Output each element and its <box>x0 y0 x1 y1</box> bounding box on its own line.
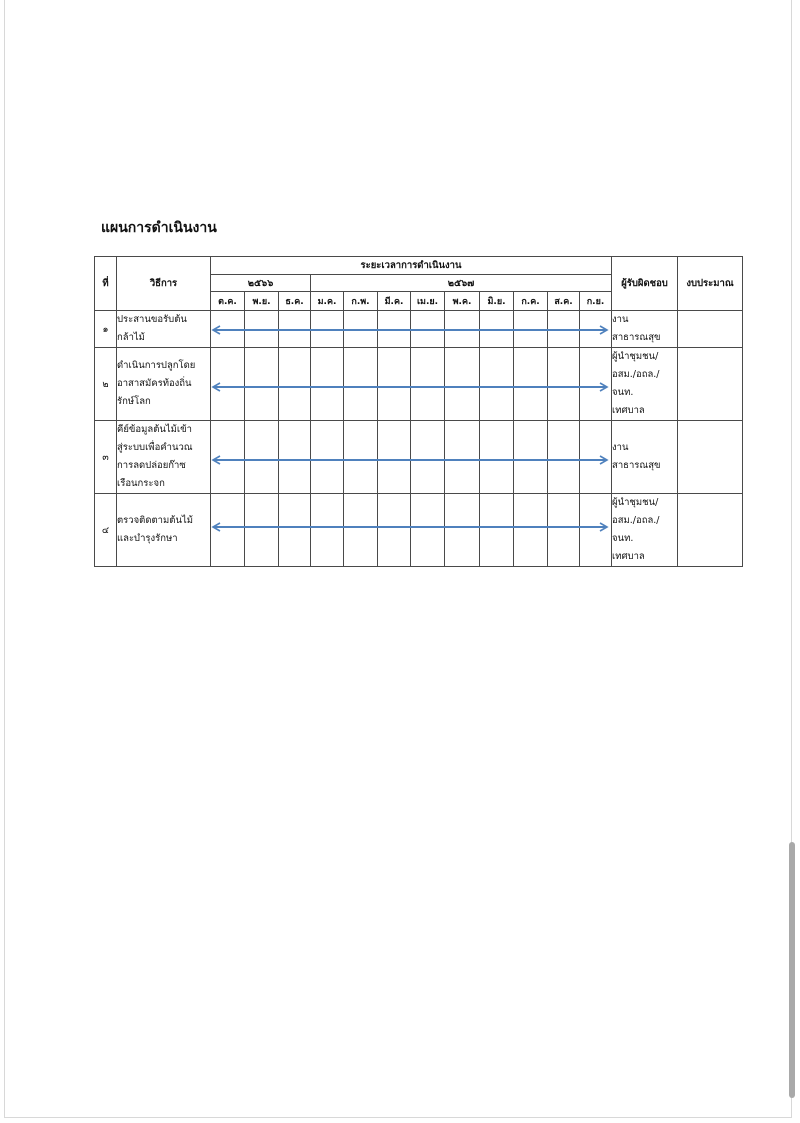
header-year-2566: ๒๕๖๖ <box>211 275 311 292</box>
table-row <box>95 311 743 348</box>
month-header: พ.ค. <box>445 292 480 311</box>
responsible-line: งาน <box>612 442 629 453</box>
responsible-line: ผู้นำชุมชน/ <box>612 351 659 362</box>
header-budget: งบประมาณ <box>678 257 743 311</box>
method-line: ดำเนินการปลูกโดย <box>117 360 196 371</box>
responsible-cell <box>612 421 678 494</box>
method-line: เรือนกระจก <box>117 478 165 489</box>
month-header: ม.ค. <box>311 292 344 311</box>
page-title: แผนการดำเนินงาน <box>101 220 217 236</box>
method-line: สู่ระบบเพื่อคำนวณ <box>117 442 193 453</box>
responsible-line: เทศบาล <box>612 551 645 562</box>
row-number: ๒ <box>95 348 117 421</box>
responsible-line: เทศบาล <box>612 405 645 416</box>
responsible-line: ผู้นำชุมชน/ <box>612 497 659 508</box>
row-number: ๔ <box>95 494 117 567</box>
responsible-line: จนท. <box>612 387 634 398</box>
method-line: กล้าไม้ <box>117 332 145 343</box>
method-cell <box>117 348 211 421</box>
month-header: ก.ย. <box>580 292 612 311</box>
header-responsible: ผู้รับผิดชอบ <box>612 257 678 311</box>
month-header: มี.ค. <box>378 292 411 311</box>
budget-cell <box>678 348 743 421</box>
method-line: อาสาสมัครท้องถิ่น <box>117 378 192 389</box>
row-number: ๓ <box>95 421 117 494</box>
method-cell <box>117 311 211 348</box>
budget-cell <box>678 494 743 567</box>
responsible-line: สาธารณสุข <box>612 332 661 343</box>
month-header: เม.ย. <box>411 292 445 311</box>
method-line: คีย์ข้อมูลต้นไม้เข้า <box>117 424 192 435</box>
responsible-cell <box>612 494 678 567</box>
responsible-cell <box>612 348 678 421</box>
method-line: การลดปล่อยก๊าซ <box>117 460 186 471</box>
header-year-2567: ๒๕๖๗ <box>311 275 612 292</box>
header-method: วิธีการ <box>117 257 211 311</box>
month-header: มิ.ย. <box>480 292 514 311</box>
table-row <box>95 348 743 421</box>
month-header: ธ.ค. <box>279 292 311 311</box>
budget-cell <box>678 311 743 348</box>
table-row <box>95 421 743 494</box>
scrollbar-thumb[interactable] <box>789 842 795 1098</box>
method-cell <box>117 421 211 494</box>
responsible-line: จนท. <box>612 533 634 544</box>
header-period: ระยะเวลาการดำเนินงาน <box>211 257 612 275</box>
method-line: และบำรุงรักษา <box>117 533 178 544</box>
responsible-line: งาน <box>612 314 629 325</box>
method-line: ประสานขอรับต้น <box>117 314 187 325</box>
method-cell <box>117 494 211 567</box>
row-number: ๑ <box>95 311 117 348</box>
responsible-line: สาธารณสุข <box>612 460 661 471</box>
month-header: ก.ค. <box>514 292 548 311</box>
month-header: ก.พ. <box>344 292 378 311</box>
header-no: ที่ <box>95 257 117 311</box>
responsible-cell <box>612 311 678 348</box>
responsible-line: อสม./อถล./ <box>612 369 660 380</box>
month-header: พ.ย. <box>245 292 279 311</box>
method-line: ตรวจติดตามต้นไม้ <box>117 515 193 526</box>
budget-cell <box>678 421 743 494</box>
month-header: ต.ค. <box>211 292 245 311</box>
operation-plan-table <box>94 256 743 567</box>
month-header: ส.ค. <box>548 292 580 311</box>
responsible-line: อสม./อถล./ <box>612 515 660 526</box>
method-line: รักษ์โลก <box>117 396 151 407</box>
table-row <box>95 494 743 567</box>
